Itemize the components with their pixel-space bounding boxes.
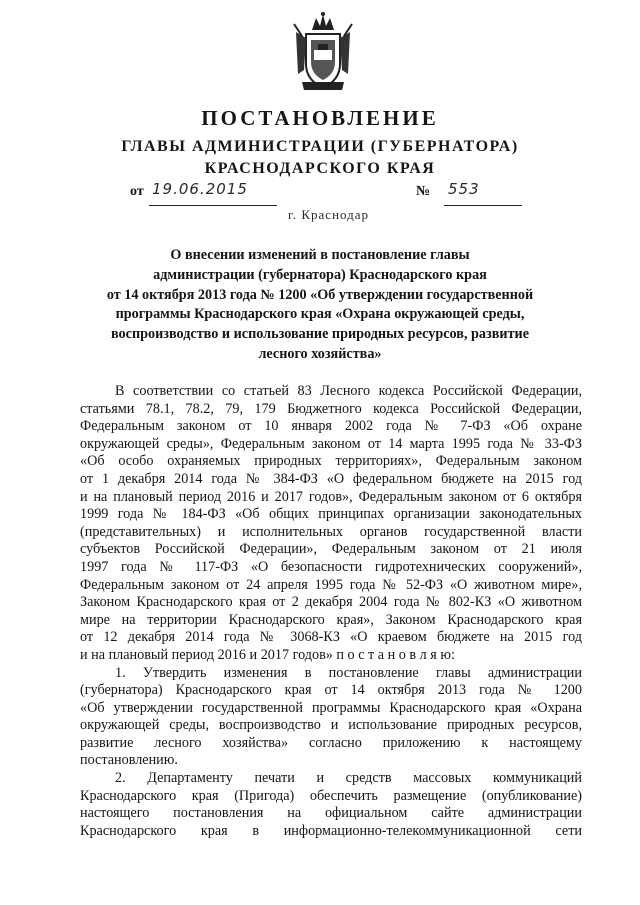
date-label: от [130,184,144,199]
body-line: от 1 декабря 2014 года № 384-ФЗ «О федеральном бюджете на 2015 год [80,470,582,487]
date-underline [149,205,277,206]
body-line: 1999 года № 184-ФЗ «Об общих принципах организации законодательных [80,506,582,523]
body-line: окружающей среды, воспроизводство и использование природных ресурсов, [80,717,582,734]
body-line: 1997 года № 117-ФЗ «О безопасности гидротехнических сооружений», [80,558,582,575]
body-line: Краснодарского края (Пригода) обеспечить размещение (опубликование) [80,787,582,804]
subject-line: О внесении изменений в постановление главы [170,247,470,263]
body-line: Федеральным законом от 24 апреля 1995 года № 52-ФЗ «О животном мире», [80,576,582,593]
handwritten-date: 19.06.2015 [152,180,248,198]
body-line: Законом Краснодарского края от 2 декабря 2004 года № 802-КЗ «О животном [80,594,582,611]
body-line: (представительных) и исполнительных органов государственной власти [80,523,582,540]
body-line: настоящего постановления на официальном сайте администрации [80,805,582,822]
subject-line: программы Краснодарского края «Охрана окружающей среды, [115,306,525,323]
subject-line: воспроизводство и использование природных ресурсов, развитие [110,326,530,343]
body-line: 2. Департаменту печати и средств массовых коммуникаций [115,770,582,787]
krasnodar-coat-of-arms-emblem [292,10,354,94]
city-name: г. Краснодар [288,207,370,222]
body-line: постановлению. [80,752,178,769]
body-line: (губернатора) Краснодарского края от 14 октября 2013 года № 1200 [80,682,582,699]
body-line: Краснодарского края в информационно-телекоммуникационной сети [80,822,582,839]
subject-line: администрации (губернатора) Краснодарского края [153,266,487,283]
body-line: и на плановый период 2016 и 2017 годов» п о с т а н о в л я ю: [80,646,455,663]
body-line: 1. Утвердить изменения в постановление главы администрации [115,664,582,681]
body-line: статьями 78.1, 78.2, 79, 179 Бюджетного кодекса Российской Федерации, [80,400,582,417]
body-line: и на плановый период 2016 и 2017 годов», Федеральным законом от 6 октября [80,488,582,505]
body-line: «Об особо охраняемых природных территориях», Федеральным законом [80,453,582,470]
number-underline [444,205,522,206]
body-line: субъектов Российской Федерации», Федеральным законом от 21 июля [80,541,582,558]
number-label: № [416,184,431,199]
body-line: «Об утверждении государственной программы Краснодарского края «Охрана [80,699,582,716]
body-line: В соответствии со статьей 83 Лесного кодекса Российской Федерации, [115,383,582,399]
document-subtitle-line-2: КРАСНОДАРСКОГО КРАЯ [204,160,436,177]
document-subtitle-line-1: ГЛАВЫ АДМИНИСТРАЦИИ (ГУБЕРНАТОРА) [121,138,519,155]
body-line: развитие лесного хозяйства» согласно приложению к настоящему [80,734,582,751]
subject-line: лесного хозяйства» [258,345,382,362]
handwritten-number: 553 [448,180,480,198]
body-line: от 12 декабря 2014 года № 3068-КЗ «О краевом бюджете на 2015 год [80,629,582,646]
subject-line: от 14 октября 2013 года № 1200 «Об утверждении государственной [106,286,534,303]
body-line: Федеральным законом от 10 января 2002 года № 7-ФЗ «Об охране [80,418,582,435]
subject-heading [100,246,540,365]
document-title: ПОСТАНОВЛЕНИЕ [201,106,439,130]
body-line: окружающей среды», Федеральным законом от 14 марта 1995 года № 33-ФЗ [80,435,582,452]
body-line: мире на территории Краснодарского края», Законом Краснодарского края [80,611,582,628]
body-text [80,383,582,840]
